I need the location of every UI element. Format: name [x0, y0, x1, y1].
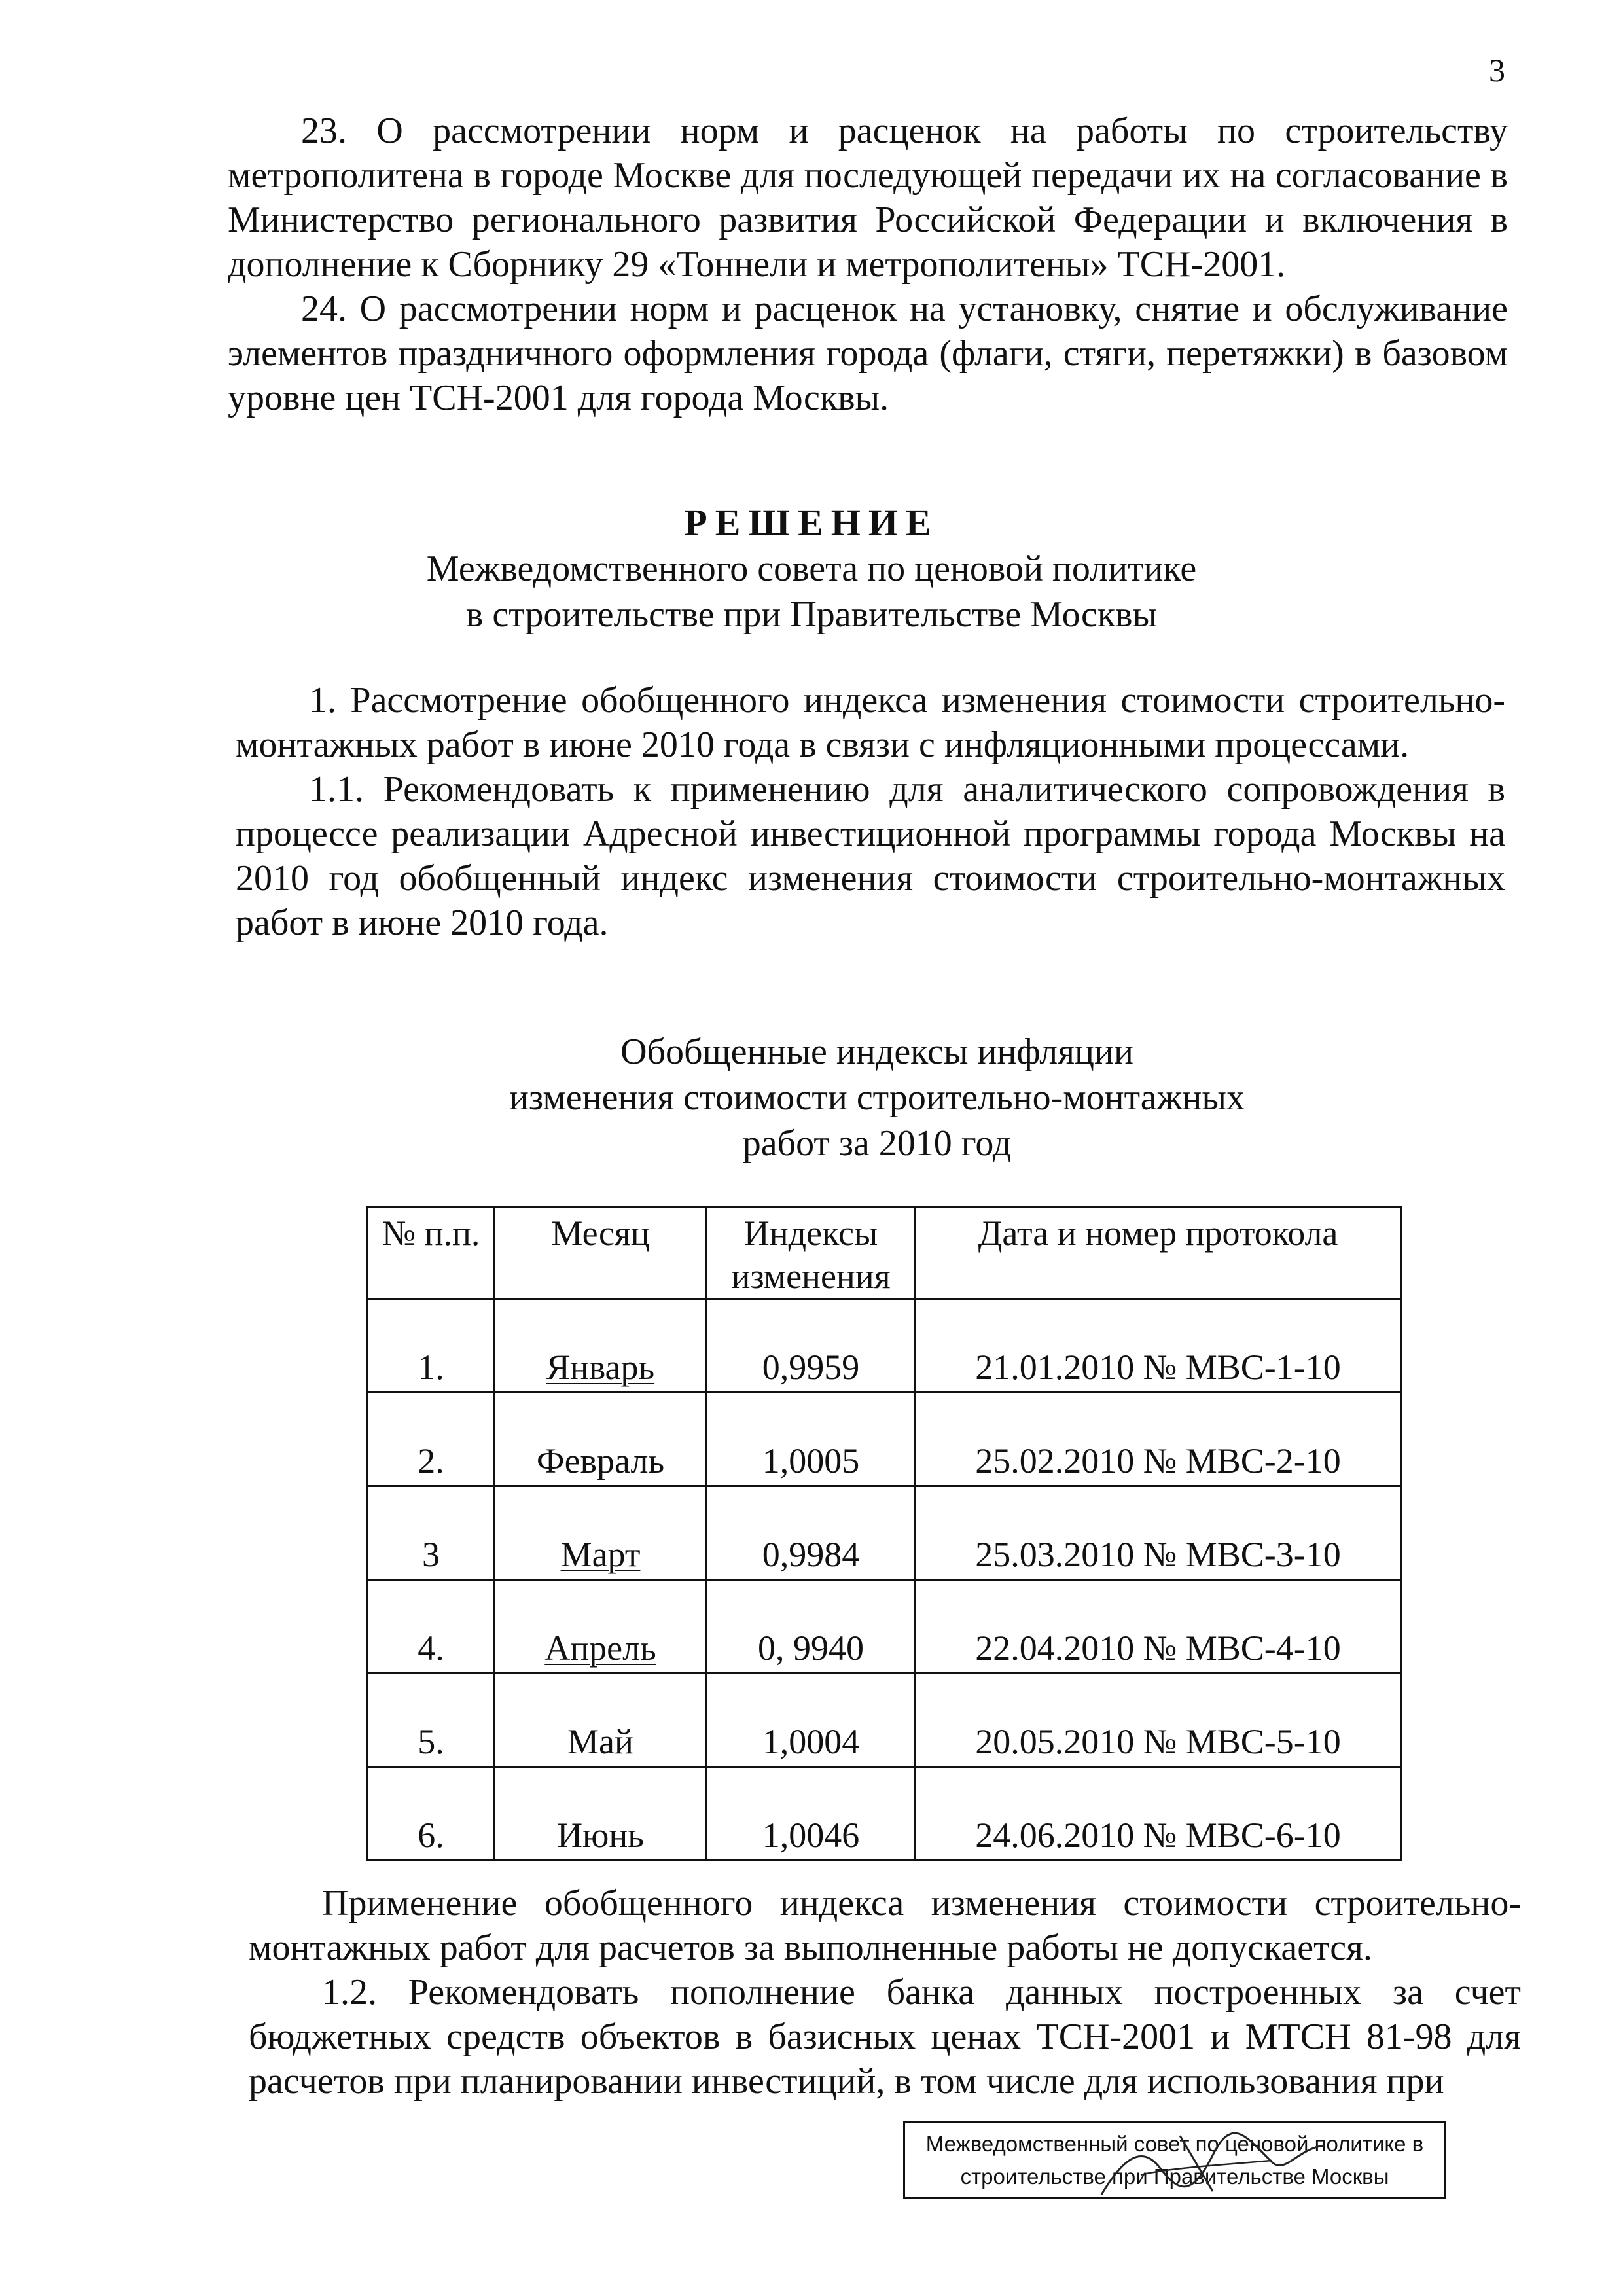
note-paragraph: Применение обобщенного индекса изменения стоимости строительно-монтажных работ для расчетов за выполненные работы не допускается.	[249, 1883, 1521, 1968]
row-num: 3	[368, 1486, 495, 1580]
row-month: Январь	[495, 1299, 707, 1393]
signature-icon	[905, 2123, 1448, 2201]
header-month: Месяц	[495, 1207, 707, 1299]
table-row	[368, 1580, 1401, 1674]
table-row	[368, 1393, 1401, 1486]
row-protocol: 25.03.2010 № МВС-3-10	[916, 1486, 1401, 1580]
row-num: 2.	[368, 1393, 495, 1486]
row-month: Март	[495, 1486, 707, 1580]
header-num: № п.п.	[368, 1207, 495, 1299]
inflation-index-table	[366, 1206, 1402, 1861]
table-row	[368, 1767, 1401, 1861]
row-num: 6.	[368, 1767, 495, 1861]
decision-title: РЕШЕНИЕ	[684, 501, 939, 544]
table-row	[368, 1486, 1401, 1580]
section-1-text: 1. Рассмотрение обобщенного индекса изменения стоимости строительно-монтажных работ в июне 2010 года в связи с инфляционными процессами.	[236, 680, 1505, 765]
agenda-items	[228, 109, 1508, 420]
row-index: 1,0005	[707, 1393, 916, 1486]
agenda-item-24: 24. О рассмотрении норм и расценок на установку, снятие и обслуживание элементов праздничного оформления города (флаги, стяги, перетяжки) в базовом уровне цен ТСН-2001 для города Москвы.	[228, 289, 1508, 418]
table-header-row	[368, 1207, 1401, 1299]
stamp-line1: Межведомственный совет по ценовой политике в	[925, 2132, 1424, 2156]
row-protocol: 20.05.2010 № МВС-5-10	[916, 1674, 1401, 1767]
page-number: 3	[1489, 52, 1505, 88]
row-protocol: 25.02.2010 № МВС-2-10	[916, 1393, 1401, 1486]
header-index: Индексы изменения	[707, 1207, 916, 1299]
row-index: 1,0004	[707, 1674, 916, 1767]
decision-subtitle-line2: в строительстве при Правительстве Москвы	[465, 594, 1158, 635]
closing-paragraphs	[249, 1881, 1521, 2104]
stamp-line2: строительстве при Правительстве Москвы	[960, 2164, 1389, 2189]
table-caption-line1: Обобщенные индексы инфляции	[620, 1031, 1133, 1072]
row-month: Февраль	[495, 1393, 707, 1486]
table-caption-line2: изменения стоимости строительно-монтажных	[509, 1077, 1245, 1118]
row-index: 0,9959	[707, 1299, 916, 1393]
item-1-2: 1.2. Рекомендовать пополнение банка данных построенных за счет бюджетных средств объектов в базисных ценах ТСН-2001 и МТСН 81-98 для расчетов при планировании инвестиций, в том числе для использования при	[249, 1972, 1521, 2102]
decision-subtitle-line1: Межведомственного совета по ценовой политике	[426, 548, 1197, 589]
row-protocol: 24.06.2010 № МВС-6-10	[916, 1767, 1401, 1861]
table-row	[368, 1299, 1401, 1393]
header-protocol: Дата и номер протокола	[916, 1207, 1401, 1299]
row-protocol: 22.04.2010 № МВС-4-10	[916, 1580, 1401, 1674]
row-index: 0, 9940	[707, 1580, 916, 1674]
row-month: Июнь	[495, 1767, 707, 1861]
row-num: 5.	[368, 1674, 495, 1767]
table-caption-line3: работ за 2010 год	[742, 1123, 1012, 1164]
row-num: 4.	[368, 1580, 495, 1674]
row-index: 0,9984	[707, 1486, 916, 1580]
table-row	[368, 1674, 1401, 1767]
row-month: Апрель	[495, 1580, 707, 1674]
section-1	[236, 678, 1505, 945]
row-index: 1,0046	[707, 1767, 916, 1861]
row-protocol: 21.01.2010 № МВС-1-10	[916, 1299, 1401, 1393]
agenda-item-23: 23. О рассмотрении норм и расценок на работы по строительству метрополитена в городе Москве для последующей передачи их на согласование в Министерство регионального развития Российской Федерации и включения в дополнение к Сборнику 29 «Тоннели и метрополитены» ТСН-2001.	[228, 111, 1508, 285]
row-month: Май	[495, 1674, 707, 1767]
council-stamp	[903, 2121, 1446, 2199]
row-num: 1.	[368, 1299, 495, 1393]
item-1-1: 1.1. Рекомендовать к применению для аналитического сопровождения в процессе реализации Адресной инвестиционной программы города Москвы на 2010 год обобщенный индекс изменения стоимости строительно-монтажных работ в июне 2010 года.	[236, 769, 1505, 943]
